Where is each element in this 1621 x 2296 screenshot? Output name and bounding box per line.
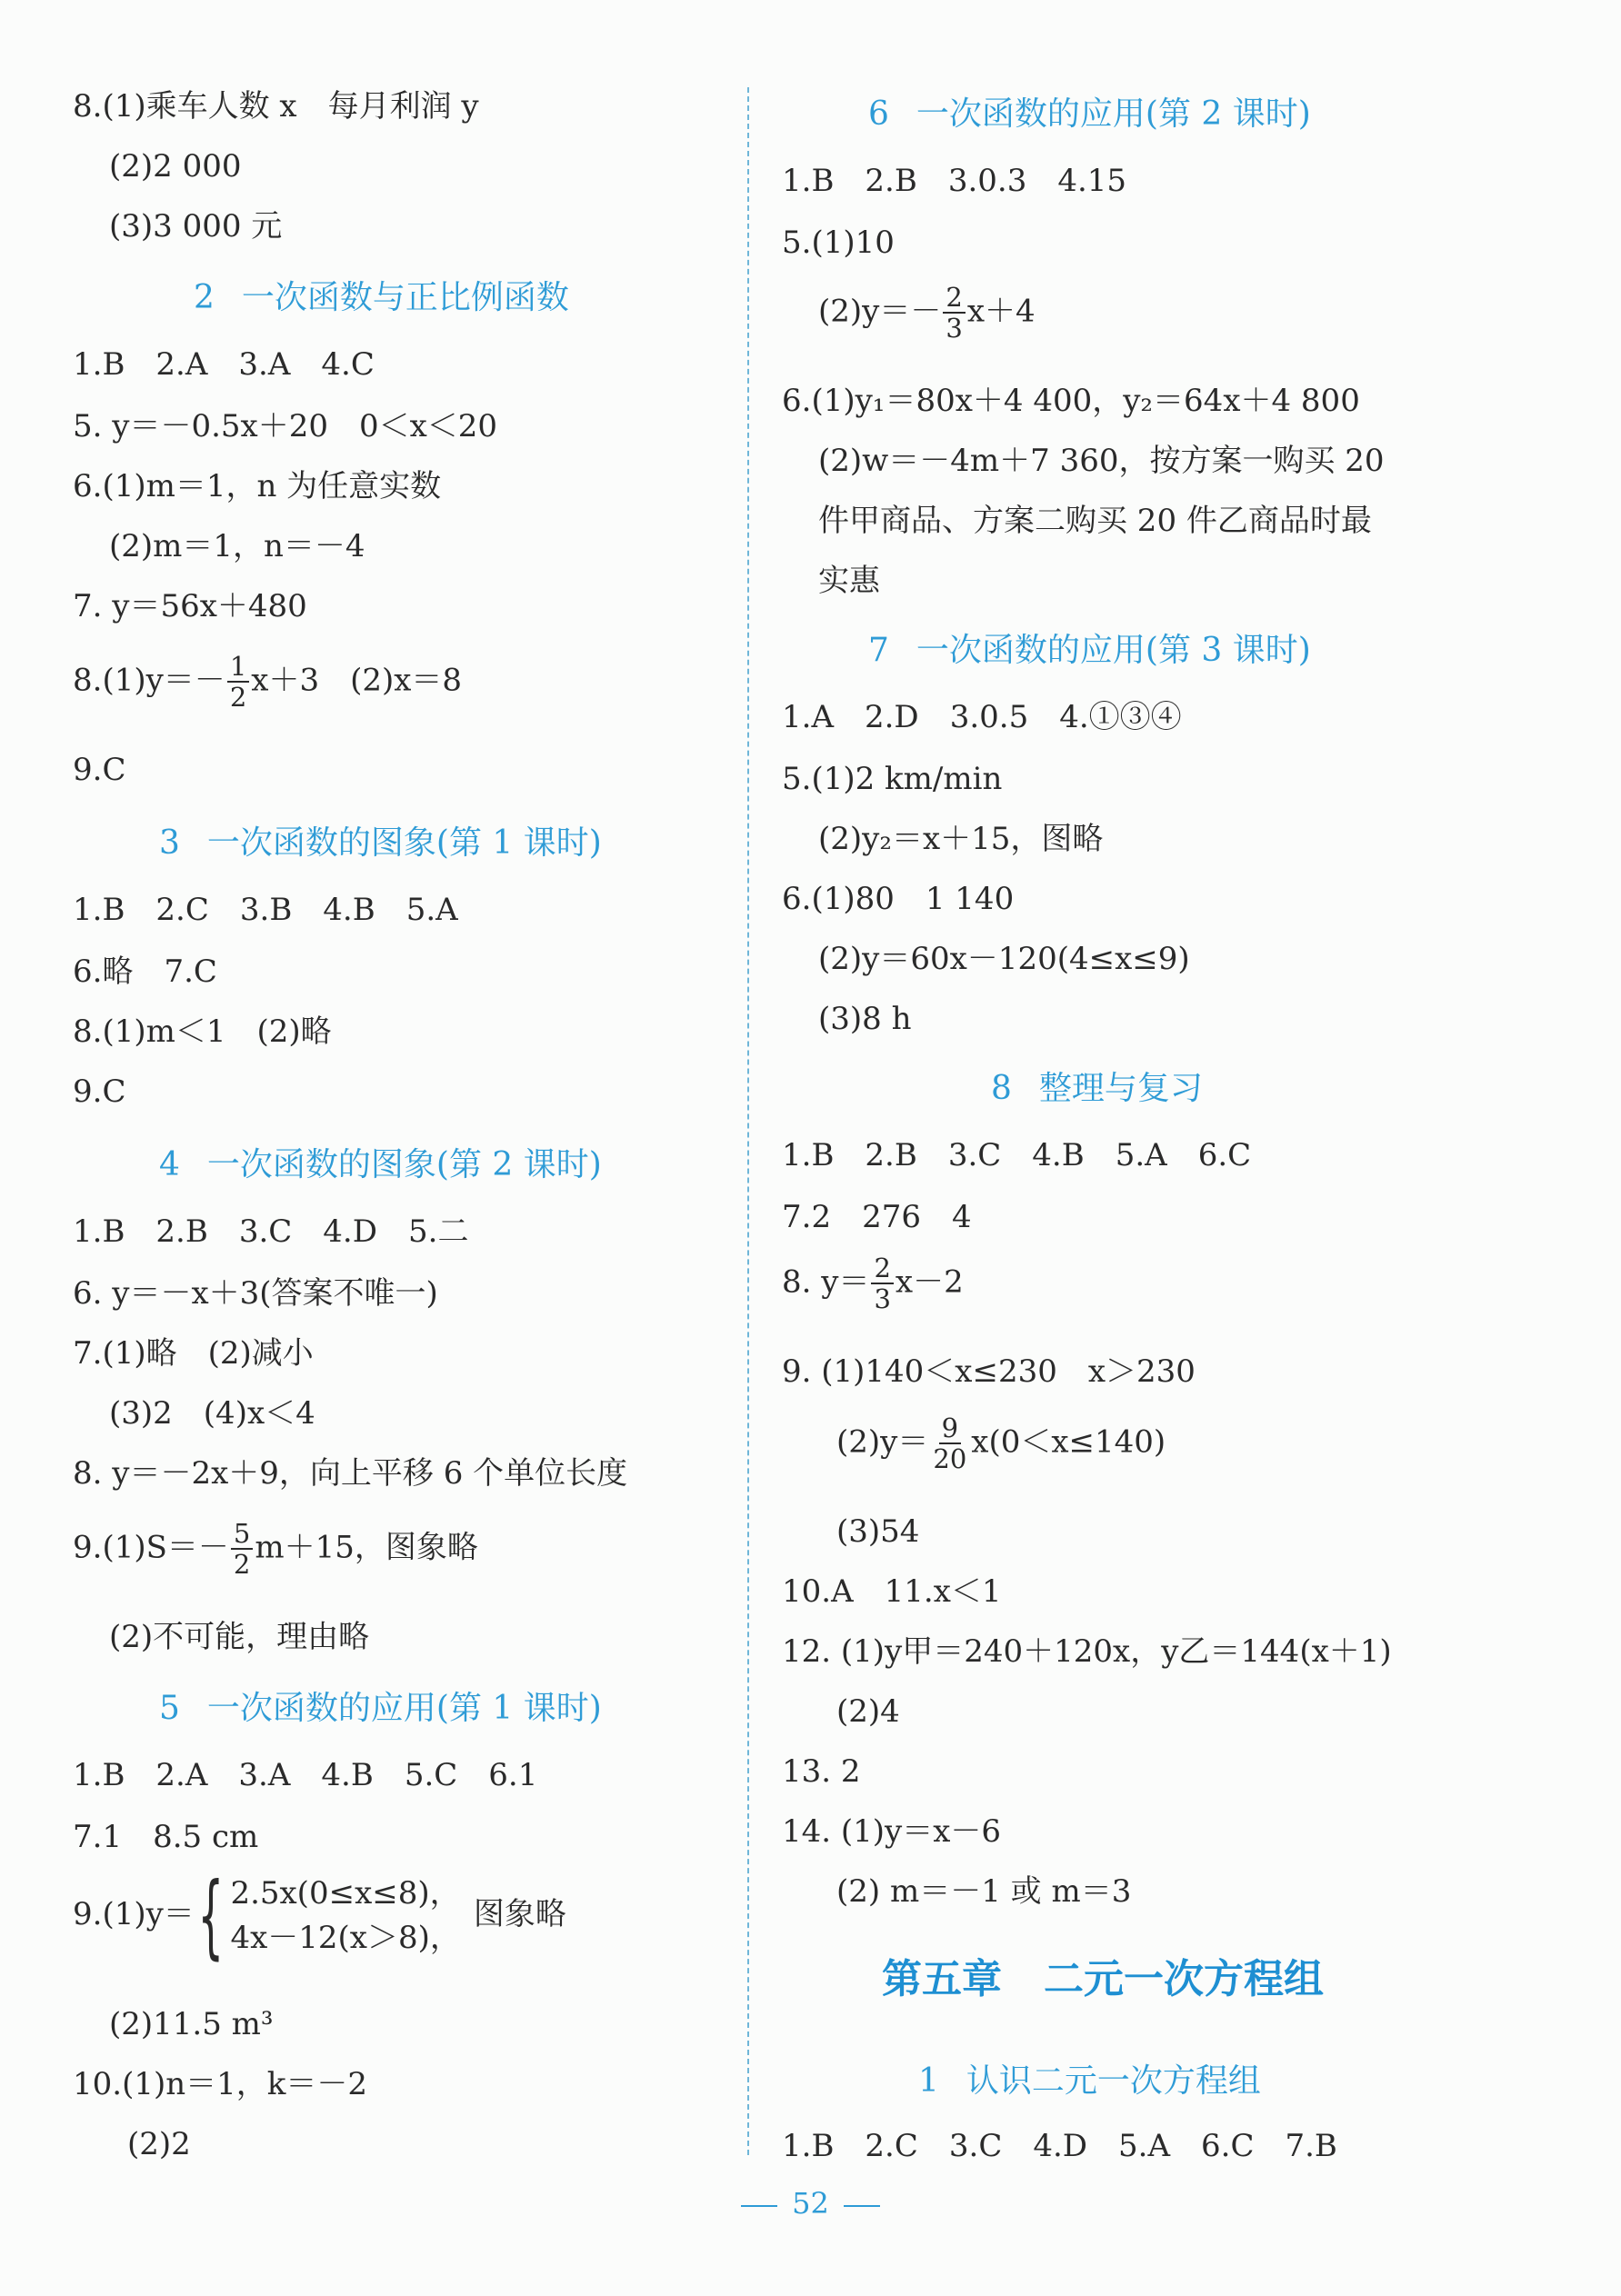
section-number: 2 [194,279,215,316]
answer-line: 1.A 2.D 3.0.5 4.①③④ [782,699,1182,735]
section-heading [159,1692,602,1725]
section-number: 1 [918,2062,939,2100]
answer-line: 10.A 11.x＜1 [782,1573,1002,1610]
answer-line: (2) m＝－1 或 m＝3 [836,1873,1132,1910]
answer-line: 1.B 2.B 3.0.3 4.15 [782,163,1127,199]
answer-line: 1.B 2.B 3.C 4.D 5.二 [73,1213,469,1250]
dash-decoration [741,2205,777,2207]
answer-line: 6.略 7.C [73,953,217,990]
section-number: 8 [991,1070,1012,1107]
section-number: 7 [868,632,889,669]
fraction-suffix: x(0＜x≤140) [971,1423,1166,1461]
answer-line: (2)2 [127,2126,191,2162]
answer-line: 6. y＝－x＋3(答案不唯一) [73,1275,438,1312]
denominator: 2 [233,1549,251,1581]
section-heading [194,279,569,316]
answer-line: 7.1 8.5 cm [73,1819,259,1855]
answer-line: 7. y＝56x＋480 [73,588,307,624]
answer-line [73,1520,478,1579]
answer-line: 9. (1)140＜x≤230 x＞230 [782,1353,1196,1390]
denominator: 3 [874,1283,891,1315]
fraction-prefix: 9.(1)S＝－ [73,1529,229,1566]
answer-line: 12. (1)y甲＝240＋120x，y乙＝144(x＋1) [782,1633,1392,1670]
section-heading [868,95,1311,133]
answer-line: 9.C [73,1073,126,1110]
section-title: 一次函数的图象(第 2 课时) [206,1146,602,1183]
answer-line: 1.B 2.B 3.C 4.B 5.A 6.C [782,1137,1252,1173]
section-title: 整理与复习 [1038,1070,1203,1107]
numerator: 5 [231,1520,253,1550]
answer-line: 10.(1)n＝1，k＝－2 [73,2066,367,2102]
answer-line [818,284,1036,343]
fraction-prefix: 8.(1)y＝－ [73,662,225,699]
fraction-suffix: x－2 [895,1263,964,1301]
section-title: 一次函数的应用(第 2 课时) [916,95,1311,133]
answer-line: 5.(1)10 [782,225,895,261]
numerator: 9 [939,1414,961,1444]
answer-line: 件甲商品、方案二购买 20 件乙商品时最 [818,503,1372,539]
section-heading [918,2062,1261,2100]
answer-line: (2)y₂＝x＋15，图略 [818,821,1104,857]
brace-symbol: { [197,1862,224,1969]
answer-line [836,1414,1166,1473]
answer-line: 实惠 [818,563,880,599]
denominator: 20 [933,1443,967,1475]
section-title: 认识二元一次方程组 [966,2062,1261,2100]
numerator: 1 [227,653,249,683]
section-title: 一次函数的图象(第 1 课时) [206,824,602,862]
answer-line: 6.(1)y₁＝80x＋4 400，y₂＝64x＋4 800 [782,383,1360,419]
section-heading [991,1070,1203,1107]
dash-decoration [844,2205,880,2207]
section-title: 一次函数与正比例函数 [241,279,569,316]
answer-line: (2)m＝1，n＝－4 [109,528,365,564]
fraction-suffix: x＋4 [966,293,1036,330]
answer-line: 9.C [73,752,126,788]
page-number-text: 52 [792,2186,829,2221]
answer-line: 7.2 276 4 [782,1199,972,1235]
section-title: 一次函数的应用(第 3 课时) [916,632,1311,669]
section-number: 4 [159,1146,180,1183]
section-title: 一次函数的应用(第 1 课时) [206,1690,602,1727]
case-line: 2.5x(0≤x≤8)， [230,1874,461,1912]
fraction [930,1414,969,1473]
section-number: 3 [159,824,180,862]
column-divider [747,87,749,2155]
answer-line: 6.(1)m＝1，n 为任意实数 [73,468,442,504]
fraction-suffix: x＋3 (2)x＝8 [251,662,463,699]
section-heading [159,824,602,862]
fraction [871,1254,893,1313]
answer-line: (2)y＝60x－120(4≤x≤9) [818,941,1190,977]
piecewise-prefix: 9.(1)y＝ [73,1896,195,1932]
fraction [227,653,249,712]
denominator: 3 [946,313,963,344]
answer-line: (3)54 [836,1513,920,1550]
section-heading [868,634,1311,667]
answer-line: 1.B 2.A 3.A 4.C [73,346,375,383]
case-line: 4x－12(x＞8)， [230,1920,461,1956]
fraction [943,284,965,343]
answer-line: 1.B 2.C 3.B 4.B 5.A [73,892,458,928]
page-number [0,2186,1621,2221]
answer-line: (2)11.5 m³ [109,2006,274,2042]
answer-line: 7.(1)略 (2)减小 [73,1335,314,1372]
answer-line [73,1862,566,1969]
chapter-heading [882,1956,1324,2002]
fraction [231,1520,253,1579]
answer-line: (2)不可能，理由略 [109,1619,370,1655]
section-heading [159,1146,602,1183]
section-number: 5 [159,1690,180,1727]
answer-line [73,653,462,712]
piecewise-suffix: 图象略 [473,1896,566,1932]
answer-line: (2)2 000 [109,148,242,185]
section-number: 6 [868,95,889,133]
answer-line [782,1254,964,1313]
numerator: 2 [871,1254,893,1284]
answer-line: 5. y＝－0.5x＋20 0＜x＜20 [73,408,498,444]
chapter-label: 第五章 [882,1956,1002,2002]
answer-line: 1.B 2.C 3.C 4.D 5.A 6.C 7.B [782,2128,1337,2164]
answer-line: 13. 2 [782,1753,861,1790]
answer-line: (2)4 [836,1693,900,1730]
answer-line: 1.B 2.A 3.A 4.B 5.C 6.1 [73,1757,538,1793]
answer-line: 8.(1)乘车人数 x 每月利润 y [73,88,479,125]
answer-line: 14. (1)y＝x－6 [782,1813,1002,1850]
answer-line: 8. y＝－2x＋9，向上平移 6 个单位长度 [73,1455,628,1492]
denominator: 2 [229,682,247,714]
answer-line: 8.(1)m＜1 (2)略 [73,1013,332,1050]
chapter-title: 二元一次方程组 [1044,1956,1324,2002]
answer-line: (2)w＝－4m＋7 360，按方案一购买 20 [818,443,1385,479]
fraction-prefix: (2)y＝－ [818,293,942,330]
answer-line: (3)8 h [818,1001,912,1037]
answer-line: 6.(1)80 1 140 [782,881,1015,917]
answer-line: (3)3 000 元 [109,208,283,245]
answer-line: 5.(1)2 km/min [782,761,1003,797]
fraction-prefix: 8. y＝ [782,1263,870,1301]
numerator: 2 [943,284,965,314]
fraction-prefix: (2)y＝ [836,1423,929,1461]
fraction-suffix: m＋15，图象略 [255,1529,478,1566]
piecewise-cases [230,1872,460,1962]
answer-line: (3)2 (4)x＜4 [109,1395,315,1432]
